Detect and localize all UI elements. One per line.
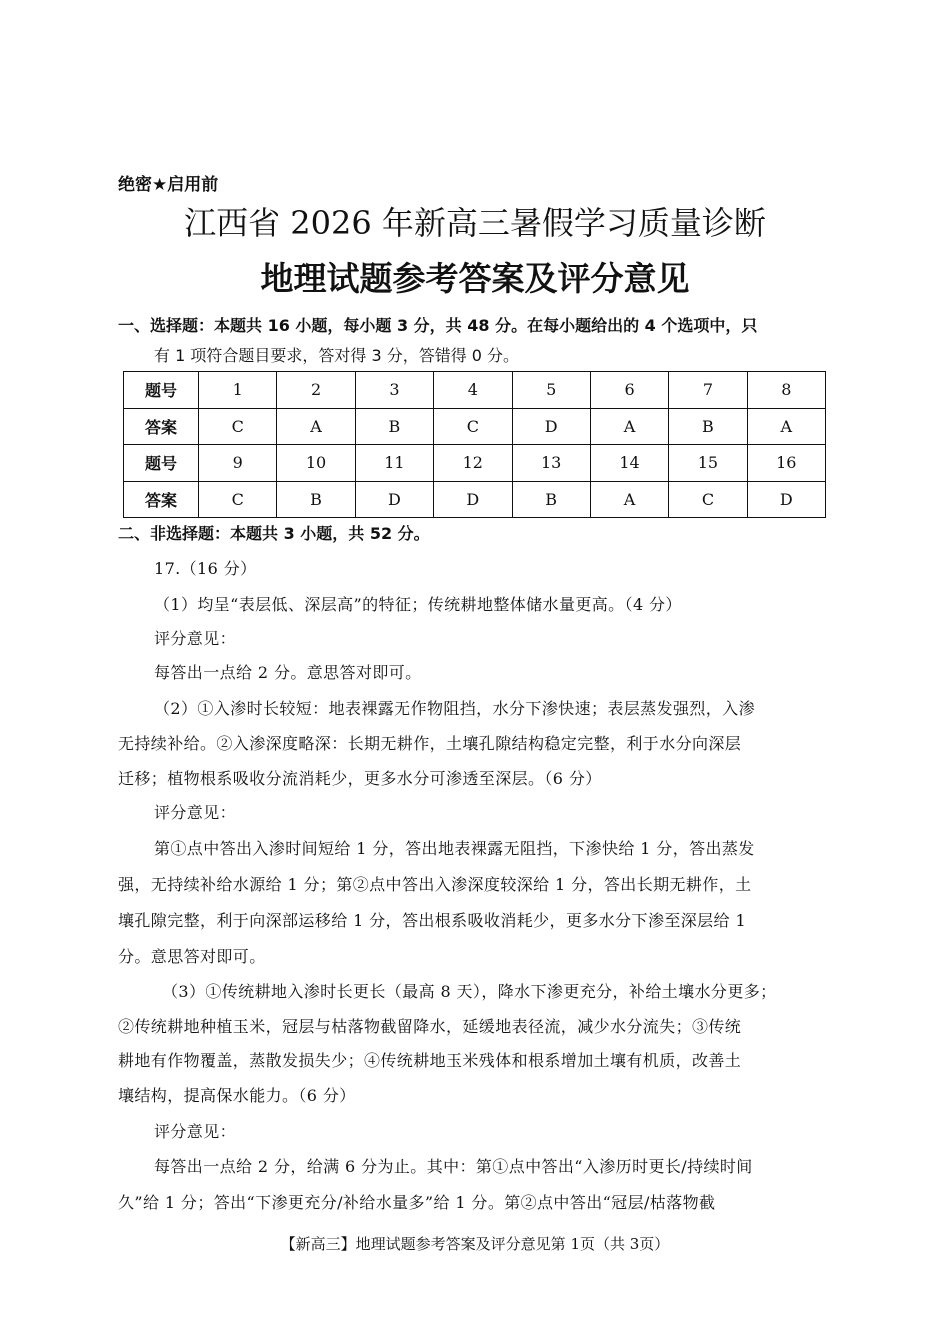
table-cell: D (434, 481, 512, 518)
question-number: 17.（16 分） (154, 559, 257, 578)
section2-heading: 二、非选择题：本题共 3 小题，共 52 分。 (118, 524, 430, 543)
grading-label: 评分意见： (154, 629, 237, 648)
grading-label: 评分意见： (154, 803, 237, 822)
row-label: 答案 (124, 481, 199, 518)
table-cell: 13 (512, 445, 590, 482)
answer-line: ②传统耕地种植玉米，冠层与枯落物截留降水，延缓地表径流，减少水分流失；③传统 (118, 1017, 742, 1036)
table-cell: D (512, 408, 590, 445)
table-cell: 4 (434, 372, 512, 409)
table-cell: B (669, 408, 747, 445)
section1-heading-cont: 有 1 项符合题目要求，答对得 3 分，答错得 0 分。 (154, 346, 520, 365)
table-cell: 15 (669, 445, 747, 482)
table-cell: C (199, 481, 277, 518)
answer-line: 耕地有作物覆盖，蒸散发损失少；④传统耕地玉米残体和根系增加土壤有机质，改善土 (118, 1051, 742, 1070)
grading-line: 强，无持续补给水源给 1 分；第②点中答出入渗深度较深给 1 分，答出长期无耕作，土 (118, 875, 752, 894)
table-cell: C (434, 408, 512, 445)
table-cell: 11 (355, 445, 433, 482)
table-cell: A (590, 481, 668, 518)
row-label: 题号 (124, 445, 199, 482)
grading-line: 每答出一点给 2 分。意思答对即可。 (154, 663, 422, 682)
table-cell: A (747, 408, 825, 445)
table-cell: C (199, 408, 277, 445)
table-cell: D (355, 481, 433, 518)
exam-title: 江西省 2026 年新高三暑假学习质量诊断 (184, 204, 766, 242)
table-cell: 8 (747, 372, 825, 409)
row-label: 答案 (124, 408, 199, 445)
answer-table (123, 371, 826, 518)
table-cell: 2 (277, 372, 355, 409)
table-cell: 12 (434, 445, 512, 482)
table-cell: 10 (277, 445, 355, 482)
section1-heading: 一、选择题：本题共 16 小题，每小题 3 分，共 48 分。在每小题给出的 4 个选项中，只 (118, 316, 758, 335)
answer-line: 迁移；植物根系吸收分流消耗少，更多水分可渗透至深层。（6 分） (118, 769, 602, 788)
table-cell: A (277, 408, 355, 445)
answer-line: （1）均呈“表层低、深层高”的特征；传统耕地整体储水量更高。（4 分） (154, 595, 682, 614)
table-cell: 16 (747, 445, 825, 482)
table-cell: A (590, 408, 668, 445)
table-row (124, 408, 826, 445)
table-cell: 3 (355, 372, 433, 409)
document-title: 地理试题参考答案及评分意见 (260, 259, 690, 298)
answer-line: （3）①传统耕地入渗时长更长（最高 8 天），降水下渗更充分，补给土壤水分更多； (162, 982, 777, 1001)
table-cell: B (512, 481, 590, 518)
table-cell: C (669, 481, 747, 518)
table-cell: B (355, 408, 433, 445)
grading-line: 久”给 1 分；答出“下渗更充分/补给水量多”给 1 分。第②点中答出“冠层/枯落物截 (118, 1193, 716, 1212)
table-row (124, 372, 826, 409)
answer-line: 无持续补给。②入渗深度略深：长期无耕作，土壤孔隙结构稳定完整，利于水分向深层 (118, 734, 742, 753)
table-cell: D (747, 481, 825, 518)
table-cell: 6 (590, 372, 668, 409)
table-cell: 9 (199, 445, 277, 482)
table-cell: 7 (669, 372, 747, 409)
row-label: 题号 (124, 372, 199, 409)
answer-line: 壤结构，提高保水能力。（6 分） (118, 1086, 356, 1105)
table-cell: 14 (590, 445, 668, 482)
grading-line: 分。意思答对即可。 (118, 947, 266, 966)
grading-line: 第①点中答出入渗时间短给 1 分，答出地表裸露无阻挡，下渗快给 1 分，答出蒸发 (154, 839, 755, 858)
grading-line: 壤孔隙完整，利于向深部运移给 1 分，答出根系吸收消耗少，更多水分下渗至深层给 1 (118, 911, 747, 930)
page-footer: 【新高三】地理试题参考答案及评分意见第 1页（共 3页） (280, 1235, 670, 1253)
table-cell: B (277, 481, 355, 518)
table-row (124, 445, 826, 482)
table-cell: 1 (199, 372, 277, 409)
confidential-label: 绝密★启用前 (118, 175, 219, 195)
grading-label: 评分意见： (154, 1122, 237, 1141)
table-row (124, 481, 826, 518)
table-cell: 5 (512, 372, 590, 409)
answer-line: （2）①入渗时长较短：地表裸露无作物阻挡，水分下渗快速；表层蒸发强烈，入渗 (154, 699, 755, 718)
grading-line: 每答出一点给 2 分，给满 6 分为止。其中：第①点中答出“入渗历时更长/持续时间 (154, 1157, 753, 1176)
